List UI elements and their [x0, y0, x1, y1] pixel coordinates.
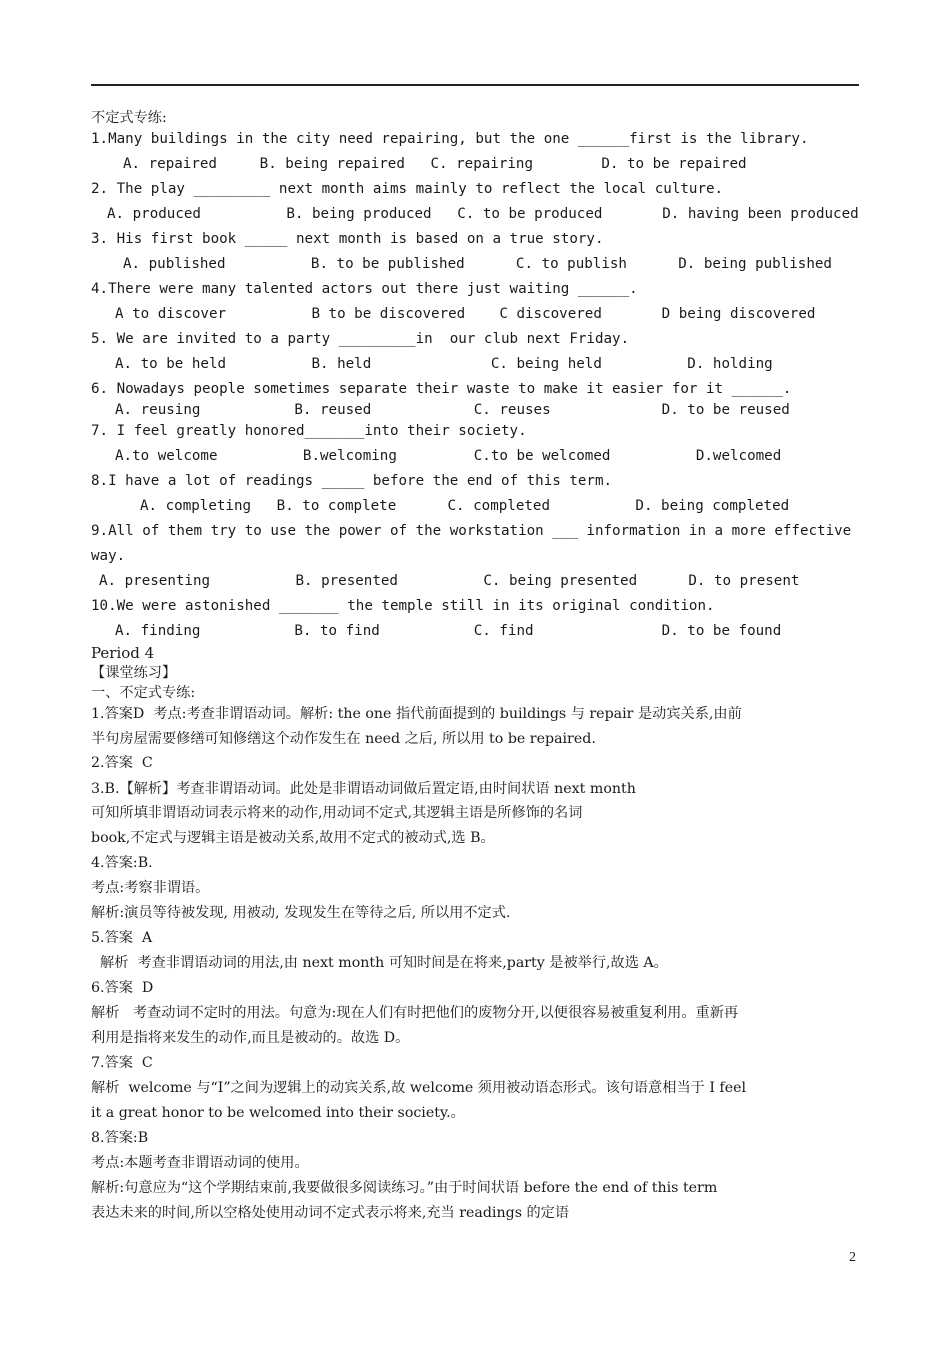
answer-line: 利用是指将来发生的动作,而且是被动的。故选 D。: [91, 1030, 410, 1046]
question-1-stem: 1.Many buildings in the city need repairing, but the one ______first is the library.: [91, 131, 809, 147]
question-3-stem: 3. His first book _____ next month is based on a true story.: [91, 231, 604, 247]
page-number: 2: [849, 1250, 856, 1265]
question-8-options: A. completing B. to complete C. completed D. being completed: [140, 498, 790, 514]
answer-line: 4.答案:B.: [91, 855, 153, 871]
question-9-options: A. presenting B. presented C. being presented D. to present: [99, 573, 800, 589]
question-5-options: A. to be held B. held C. being held D. holding: [115, 356, 773, 372]
answer-line: 8.答案:B: [91, 1130, 149, 1146]
answer-line: it a great honor to be welcomed into their society.。: [91, 1105, 465, 1121]
section-heading: 【课堂练习】: [91, 665, 177, 681]
answer-line: book,不定式与逻辑主语是被动关系,故用不定式的被动式,选 B。: [91, 830, 495, 846]
answer-line: 2.答案 C: [91, 755, 153, 771]
answer-line: 解析:演员等待被发现, 用被动, 发现发生在等待之后, 所以用不定式.: [91, 905, 511, 921]
question-7-stem: 7. I feel greatly honored_______into their society.: [91, 423, 527, 439]
answer-line: 6.答案 D: [91, 980, 154, 996]
answer-line: 5.答案 A: [91, 930, 153, 946]
header-rule: [91, 84, 859, 86]
question-10-stem: 10.We were astonished _______ the temple still in its original condition.: [91, 598, 715, 614]
answer-line: 考点:本题考查非谓语动词的使用。: [91, 1155, 309, 1171]
period-label: Period 4: [91, 644, 155, 662]
question-4-stem: 4.There were many talented actors out there just waiting ______.: [91, 281, 638, 297]
question-6-options: A. reusing B. reused C. reuses D. to be reused: [115, 402, 790, 418]
answer-line: 3.B.【解析】考查非谓语动词。此处是非谓语动词做后置定语,由时间状语 next month: [91, 781, 636, 797]
question-5-stem: 5. We are invited to a party _________in our club next Friday.: [91, 331, 630, 347]
answer-line: 1.答案D 考点:考查非谓语动词。解析: the one 指代前面提到的 buildings 与 repair 是动宾关系,由前: [91, 706, 742, 722]
question-1-options: A. repaired B. being repaired C. repairing D. to be repaired: [123, 156, 747, 172]
question-9-stem: 9.All of them try to use the power of the workstation ___ information in a more effective: [91, 523, 852, 539]
question-8-stem: 8.I have a lot of readings _____ before the end of this term.: [91, 473, 613, 489]
answer-line: 考点:考察非谓语。: [91, 880, 210, 896]
answer-line: 半句房屋需要修缮可知修缮这个动作发生在 need 之后, 所以用 to be repaired.: [91, 731, 596, 747]
answer-line: 表达未来的时间,所以空格处使用动词不定式表示将来,充当 readings 的定语: [91, 1205, 570, 1221]
answer-line: 解析 考查动词不定时的用法。句意为:现在人们有时把他们的废物分开,以便很容易被重复利用。重新再: [91, 1005, 739, 1021]
question-4-options: A to discover B to be discovered C discovered D being discovered: [115, 306, 816, 322]
subsection-heading: 一、不定式专练:: [91, 685, 196, 701]
answer-line: 7.答案 C: [91, 1055, 153, 1071]
answer-line: 解析 考查非谓语动词的用法,由 next month 可知时间是在将来,party 是被举行,故选 A。: [91, 955, 668, 971]
question-9-stem-continued: way.: [91, 548, 126, 564]
question-6-stem: 6. Nowadays people sometimes separate their waste to make it easier for it ______.: [91, 381, 792, 397]
question-3-options: A. published B. to be published C. to publish D. being published: [123, 256, 832, 272]
answer-line: 解析:句意应为“这个学期结束前,我要做很多阅读练习。”由于时间状语 before the end of this term: [91, 1180, 718, 1196]
page-title: 不定式专练:: [91, 110, 167, 126]
answer-line: 解析 welcome 与“I”之间为逻辑上的动宾关系,故 welcome 须用被动语态形式。该句语意相当于 I feel: [91, 1080, 747, 1096]
question-2-options: A. produced B. being produced C. to be produced D. having been produced: [107, 206, 859, 222]
answer-line: 可知所填非谓语动词表示将来的动作,用动词不定式,其逻辑主语是所修饰的名词: [91, 805, 583, 821]
question-2-stem: 2. The play _________ next month aims mainly to reflect the local culture.: [91, 181, 724, 197]
question-10-options: A. finding B. to find C. find D. to be found: [115, 623, 782, 639]
question-7-options: A.to welcome B.welcoming C.to be welcomed D.welcomed: [115, 448, 782, 464]
